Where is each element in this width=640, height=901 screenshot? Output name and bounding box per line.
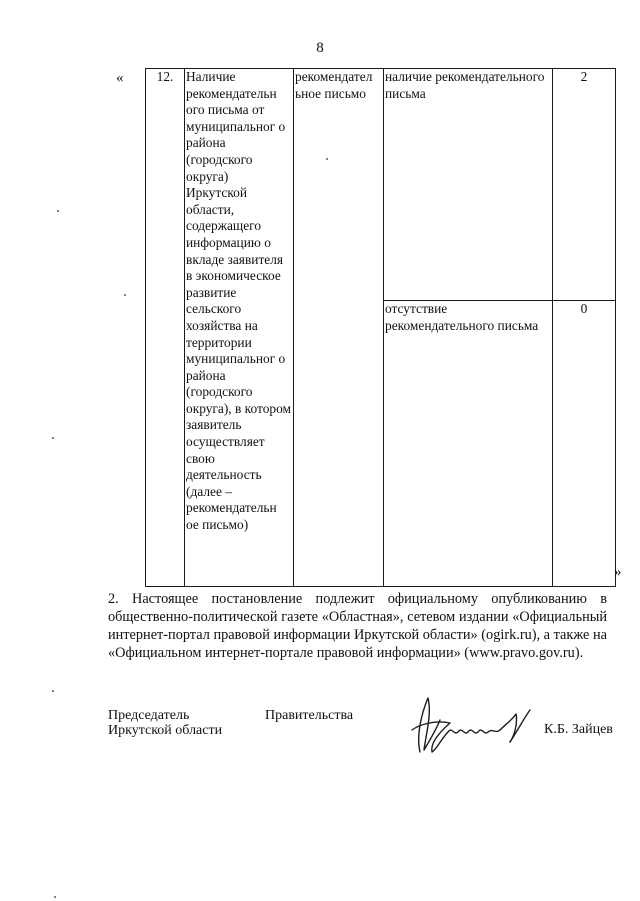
scan-speck [54, 896, 56, 898]
score-cell: 2 [553, 69, 616, 301]
scan-speck [124, 294, 126, 296]
condition-cell: наличие рекомендательного письма [384, 69, 553, 301]
scan-speck [52, 690, 54, 692]
signatory-title-government: Правительства [265, 708, 354, 723]
condition-cell: отсутствие рекомендательного письма [384, 301, 553, 587]
scan-speck [326, 158, 328, 160]
criteria-table [145, 68, 616, 587]
page-number: 8 [316, 40, 324, 56]
publication-paragraph: 2. Настоящее постановление подлежит официальному опубликованию в общественно-политической газете «Областная», сетевом издании «Официальный интернет-портал правовой информации Иркутской области» (ogirk.ru), а также на «Официальном интернет-портале правовой информации» (www.pravo.gov.ru). [108, 591, 607, 661]
signatory-title [108, 708, 222, 738]
scan-speck [52, 437, 54, 439]
closing-quote-mark: » [614, 564, 622, 580]
scan-speck [57, 210, 59, 212]
signatory-title-line1: Председатель [108, 708, 190, 723]
opening-quote-mark: « [116, 70, 124, 86]
signatory-title-line2: Иркутской области [108, 723, 223, 738]
score-cell: 0 [553, 301, 616, 587]
handwritten-signature [406, 690, 534, 772]
criterion-cell: Наличие рекомендательн ого письма от муниципальног о района (городского округа) Иркутской области, содержащего информацию о вкладе заявителя в экономическое развитие сельского хозяйства на территории муниципальног о района (городского округа), в котором заявитель осуществляет свою деятельность (далее – рекомендательн ое письмо) [185, 69, 294, 587]
document-cell: рекомендател ьное письмо [294, 69, 384, 587]
row-number-cell: 12. [146, 69, 185, 587]
signatory-name: К.Б. Зайцев [544, 722, 613, 737]
table-row [146, 69, 616, 301]
